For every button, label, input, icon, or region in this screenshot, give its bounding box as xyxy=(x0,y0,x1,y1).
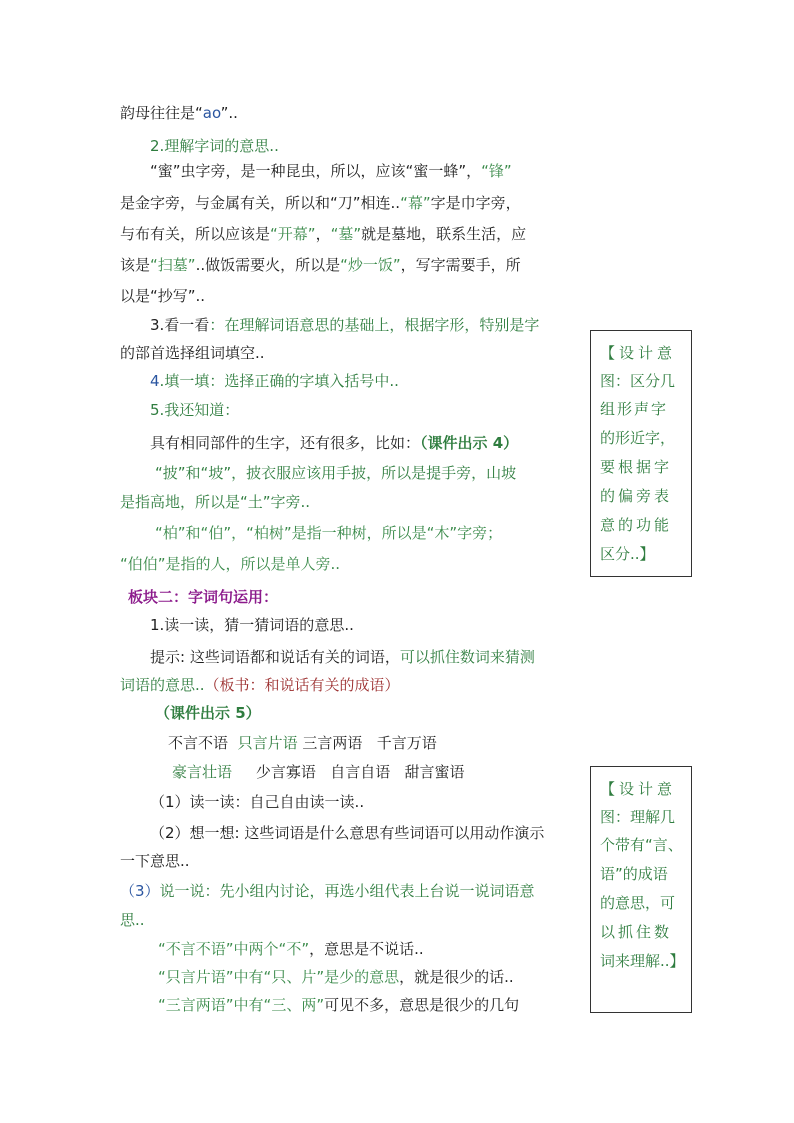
text-line: 词语的意思..（板书：和说话有关的成语） xyxy=(120,676,400,694)
box-line: 意的功能 xyxy=(600,516,673,534)
text-line: “只言片语”中有“只、片”是少的意思，就是很少的话.. xyxy=(158,968,514,986)
text-line: （课件出示 5） xyxy=(155,704,261,722)
box-line: 词来理解..】 xyxy=(600,952,685,970)
text-line: “柏”和“伯”，“柏树”是指一种树，所以是“木”字旁； xyxy=(155,524,503,542)
text-line: 一下意思.. xyxy=(120,852,190,870)
box-line: 的意思，可 xyxy=(600,894,676,912)
text-line: 以是“抄写”.. xyxy=(120,287,206,305)
text-line: 与布有关，所以应该是“开幕”，“墓”就是墓地，联系生活，应 xyxy=(120,225,527,243)
idiom-row: 不言不语 只言片语 三言两语 千言万语 xyxy=(168,734,437,752)
box-line: 【设计意 xyxy=(600,780,677,798)
idiom-row: 豪言壮语 少言寡语 自言自语 甜言蜜语 xyxy=(172,763,465,781)
text-line: 是金字旁，与金属有关，所以和“刀”相连..“幕”字是巾字旁， xyxy=(120,194,521,212)
box-line: 以抓住数 xyxy=(600,923,673,941)
text-line: 的部首选择组词填空.. xyxy=(120,344,265,362)
text-line: 是指高地，所以是“土”字旁.. xyxy=(120,493,311,511)
box-line: 要根据字 xyxy=(600,458,673,476)
section-heading: 5.我还知道： xyxy=(150,401,240,419)
box-line: 的偏旁表 xyxy=(600,487,673,505)
box-line: 图：理解几 xyxy=(600,808,676,826)
text-line: “蜜”虫字旁，是一种昆虫，所以，应该“蜜一蜂”，“锋” xyxy=(150,162,512,180)
text-line: （1）读一读：自己自由读一读.. xyxy=(150,793,365,811)
text-line: 3.看一看：在理解词语意思的基础上，根据字形，特别是字 xyxy=(150,316,540,334)
text-line: “三言两语”中有“三、两”可见不多，意思是很少的几句 xyxy=(158,996,520,1014)
box-line: 区分..】 xyxy=(600,545,655,563)
box-line: 个带有“言、 xyxy=(600,836,683,854)
box-line: 的形近字， xyxy=(600,429,676,447)
box-line: 组形声字 xyxy=(600,400,669,418)
text-line: “不言不语”中两个“不”，意思是不说话.. xyxy=(158,940,424,958)
box-line: 【设计意 xyxy=(600,344,677,362)
section-heading: 板块二：字词句运用： xyxy=(128,588,279,606)
text-line: “伯伯”是指的人，所以是单人旁.. xyxy=(120,555,341,573)
text-line: 该是“扫墓”..做饭需要火，所以是“炒一饭”，写字需要手，所 xyxy=(120,256,521,274)
text-line: 提示: 这些词语都和说话有关的词语，可以抓住数词来猜测 xyxy=(150,648,535,666)
text-line: 具有相同部件的生字，还有很多，比如：（课件出示 4） xyxy=(150,434,519,452)
text-line: 思.. xyxy=(120,911,145,929)
text-line: 4.填一填：选择正确的字填入括号中.. xyxy=(150,372,399,390)
text-line: 韵母往往是“ao”.. xyxy=(120,104,238,122)
text-line: 1.读一读，猜一猜词语的意思.. xyxy=(150,616,354,634)
box-line: 语”的成语 xyxy=(600,865,668,883)
design-intent-box xyxy=(590,766,692,1013)
box-line: 图：区分几 xyxy=(600,372,676,390)
text-line: “披”和“坡”，披衣服应该用手披，所以是提手旁，山坡 xyxy=(155,464,517,482)
text-line: （3）说一说：先小组内讨论，再选小组代表上台说一说词语意 xyxy=(120,882,535,900)
section-heading: 2.理解字词的意思.. xyxy=(150,137,279,155)
design-intent-box xyxy=(590,330,692,577)
text-line: （2）想一想: 这些词语是什么意思有些词语可以用动作演示 xyxy=(150,824,545,842)
